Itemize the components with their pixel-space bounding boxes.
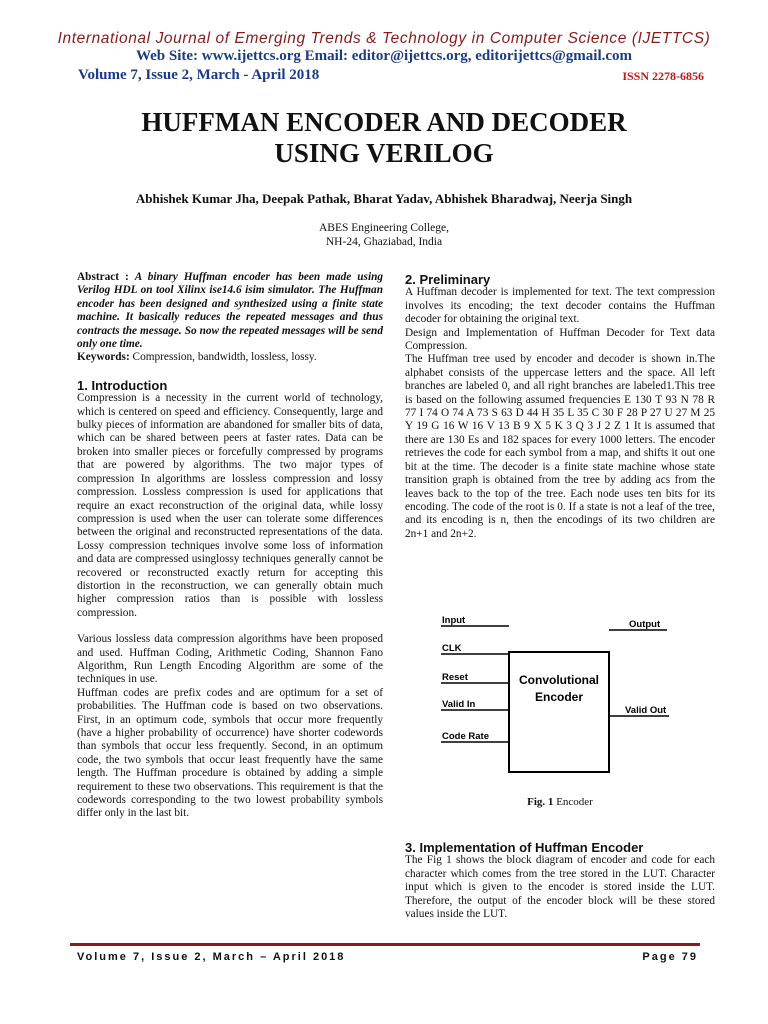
- title-line-2: USING VERILOG: [274, 138, 494, 168]
- footer-volume: Volume 7, Issue 2, March – April 2018: [77, 951, 346, 963]
- impl-paragraph-1: The Fig 1 shows the block diagram of encoder and code for each character which comes from the tree stored in the LUT. Character input which is given to the encoder is stored inside the LUT. Therefore, the output of the encoder block will be these stored values inside the LUT.: [405, 854, 715, 921]
- input-label-input: Input: [442, 615, 466, 626]
- keywords-label: Keywords:: [77, 351, 130, 364]
- encoder-block-diagram: [405, 598, 715, 778]
- abstract: [77, 271, 383, 351]
- prelim-paragraph-1: A Huffman decoder is implemented for text. The text compression involves its encoding; the text decoder contains the Huffman decoder for obtaining the original text.: [405, 286, 715, 326]
- caption-text: Encoder: [556, 796, 593, 808]
- affiliation: [0, 221, 768, 249]
- footer-page-number: Page 79: [642, 951, 698, 963]
- affiliation-line-2: NH-24, Ghaziabad, India: [325, 236, 443, 248]
- impl-heading: 3. Implementation of Huffman Encoder: [405, 840, 644, 855]
- input-label-code-rate: Code Rate: [442, 731, 489, 742]
- volume-info: Volume 7, Issue 2, March - April 2018: [78, 67, 320, 83]
- journal-website: Web Site: www.ijettcs.org Email: editor@ijettcs.org, editorijettcs@gmail.com: [135, 48, 633, 64]
- caption-label: Fig. 1: [527, 796, 554, 808]
- block-label-2: Encoder: [534, 690, 584, 704]
- intro-paragraph-3: Huffman codes are prefix codes and are optimum for a set of probabilities. The Huffman code is based on two observations. First, in an optimum code, symbols that occur more frequently (have a higher probability of occurrence) have shorter codewords than symbols that occur less frequently. Second, in an optimum code, the two symbols that occur least frequently have the same length. The Huffman procedure is obtained by adding a simple requirement to these two observations. This requirement is that the codewords corresponding to the two lowest probability symbols differ only in the last bit.: [77, 686, 383, 820]
- intro-paragraph-2: Various lossless data compression algorithms have been proposed and used. Huffman Coding, Arithmetic Coding, Shannon Fano Algorithm, Run Length Encoding Algorithm are some of the techniques in use.: [77, 633, 383, 686]
- issn: ISSN 2278-6856: [622, 69, 704, 83]
- prelim-heading: 2. Preliminary: [405, 272, 491, 287]
- right-column-top: [405, 273, 715, 541]
- abstract-label: Abstract :: [77, 271, 129, 283]
- abstract-text: A binary Huffman encoder has been made using Verilog HDL on tool Xilinx ise14.6 isim simulator. The Huffman encoder has been designed and synthesized using a finite state machine. It basically reduces the repeated messages and thus contracts the message. So now the repeated messages will be send only one time.: [77, 271, 384, 351]
- keywords-text: Compression, bandwidth, lossless, lossy.: [132, 351, 317, 364]
- prelim-paragraph-2: Design and Implementation of Huffman Decoder for Text data Compression.: [405, 326, 715, 353]
- intro-paragraph-1: Compression is a necessity in the current world of technology, which is centered on speed and efficiency. Consequently, large and bulky pieces of information are abandoned for smaller bits of data, which can be shared between peers at faster rates. Data can be broken into smaller pieces or forcefully compressed by programs that are powered by algorithms. The two major types of compression In algorithms are lossless compression and lossy compression. Lossless compression is used for applications that require an exact reconstruction of the original data, while lossy compression is used when the user can tolerate some differences between the original and reconstructed representations of the data. Lossy compression techniques involve some loss of information and data are compressed usinglossy techniques generally cannot be recovered or reconstructed exactly return for accepting this distortion in the reconstruction, we can generally obtain much higher compression ratios than is possible with lossless compression.: [77, 392, 383, 619]
- figure-caption: [405, 796, 715, 808]
- affiliation-line-1: ABES Engineering College,: [319, 222, 449, 234]
- prelim-paragraph-3: The Huffman tree used by encoder and decoder is shown in.The alphabet consists of the uppercase letters and the space. All left branches are labeled 0, and all right branches are labeled1.This tree is based on the following assumed frequencies E 130 T 93 N 78 R 77 I 74 O 74 A 73 S 63 D 44 H 35 L 35 C 30 F 28 P 27 U 27 M 25 Y 19 G 16 W 16 V 13 B 9 X 5 K 3 Q 3 J 2 Z 1 It is assumed that there are 130 Es and 182 spaces for every 1000 letters. The encoder retrieves the code for each symbol from a map, and shifts it out one bit at the time. The decoder is a finite state machine whose state transition graph is obtained from the tree by adding acs from the leaves back to the top of the tree. Each node uses ten bits for its encoding. The code of the root is 0. If a state is not a leaf of the tree, and its encoding is n, then the encodings of its two children are 2n+1 and 2n+2.: [405, 353, 715, 540]
- keywords: [77, 351, 383, 364]
- left-column: [77, 271, 383, 821]
- intro-heading: 1. Introduction: [77, 377, 168, 393]
- right-column-bottom: [405, 841, 715, 921]
- authors: Abhishek Kumar Jha, Deepak Pathak, Bharat Yadav, Abhishek Bharadwaj, Neerja Singh: [135, 191, 633, 206]
- input-label-clk: CLK: [442, 643, 462, 654]
- output-label-valid-out: Valid Out: [625, 705, 667, 716]
- input-label-reset: Reset: [442, 672, 468, 683]
- title-line-1: HUFFMAN ENCODER AND DECODER: [141, 107, 627, 137]
- input-label-valid-in: Valid In: [442, 699, 476, 710]
- paper-title: [0, 107, 768, 169]
- block-label-1: Convolutional: [519, 673, 599, 687]
- journal-name: International Journal of Emerging Trends & Technology in Computer Science (IJETTCS): [57, 30, 711, 47]
- output-label-output: Output: [629, 619, 661, 630]
- footer-divider: [70, 943, 700, 946]
